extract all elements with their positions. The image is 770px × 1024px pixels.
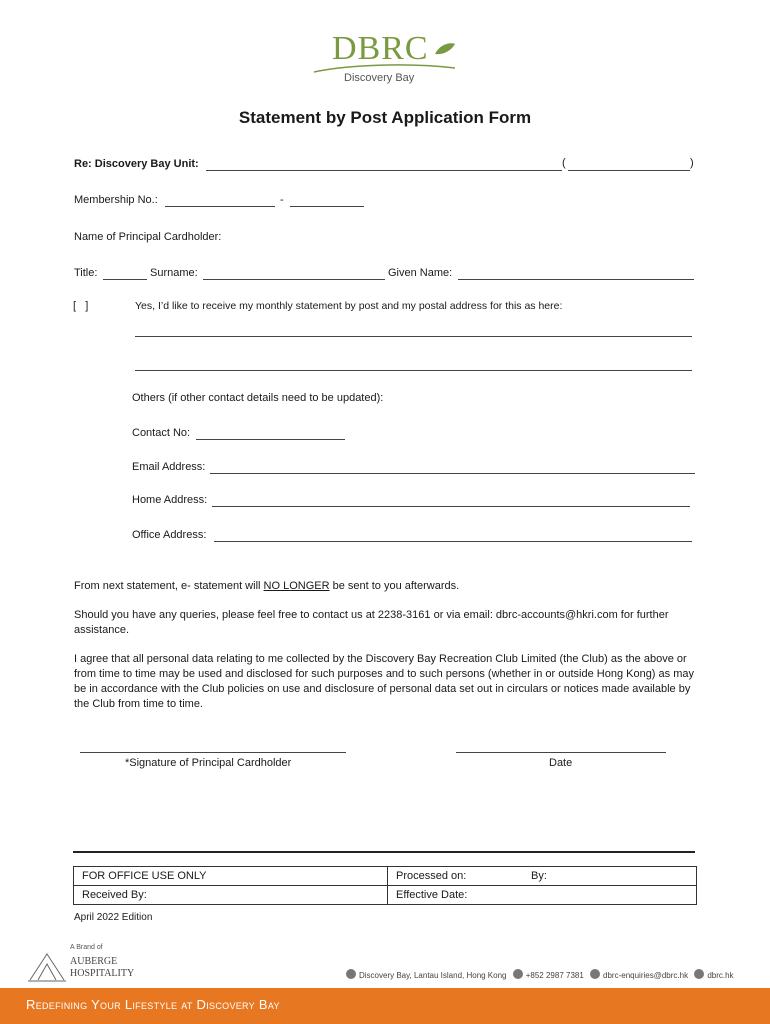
contact-phone: +852 2987 7381 bbox=[525, 971, 584, 980]
queries-paragraph: Should you have any queries, please feel free to contact us at 2238-3161 or via email: dbrc-accounts@hkri.com for further assistance. bbox=[74, 609, 669, 636]
unit-field[interactable] bbox=[206, 170, 562, 171]
title-field[interactable] bbox=[103, 279, 147, 280]
footer-band bbox=[0, 988, 770, 1024]
others-label: Others (if other contact details need to be updated): bbox=[132, 392, 384, 404]
leaf-icon bbox=[434, 42, 456, 56]
brand-line-1: AUBERGE bbox=[70, 956, 118, 967]
logo-text: DBRC bbox=[332, 30, 429, 67]
form-title: Statement by Post Application Form bbox=[238, 108, 532, 127]
footer-tagline: Redefining Your Lifestyle at Discovery Bay bbox=[26, 997, 280, 1012]
title-label: Title: bbox=[74, 267, 98, 279]
received-by-label: Received By: bbox=[74, 886, 388, 905]
contact-no-label: Contact No: bbox=[132, 427, 191, 439]
estatement-notice bbox=[74, 579, 700, 594]
given-name-label: Given Name: bbox=[388, 267, 453, 279]
contact-no-field[interactable] bbox=[196, 439, 345, 440]
home-address-field[interactable] bbox=[212, 506, 690, 507]
signature-label: *Signature of Principal Cardholder bbox=[125, 757, 292, 769]
estatement-pre: From next statement, e- statement will bbox=[74, 580, 264, 592]
membership-dash: - bbox=[280, 194, 284, 206]
membership-field-2[interactable] bbox=[290, 206, 364, 207]
office-address-field[interactable] bbox=[214, 541, 692, 542]
paren-open: ( bbox=[562, 157, 566, 169]
membership-field-1[interactable] bbox=[165, 206, 275, 207]
surname-label: Surname: bbox=[150, 267, 198, 279]
email-label: Email Address: bbox=[132, 461, 206, 473]
contact-web[interactable]: dbrc.hk bbox=[707, 971, 734, 980]
surname-field[interactable] bbox=[203, 279, 385, 280]
edition-label: April 2022 Edition bbox=[74, 912, 153, 923]
unit-extra-field[interactable] bbox=[568, 170, 690, 171]
contact-address: Discovery Bay, Lantau Island, Hong Kong bbox=[359, 971, 507, 980]
contact-email[interactable]: dbrc-enquiries@dbrc.hk bbox=[603, 971, 689, 980]
office-use-table bbox=[73, 866, 697, 905]
date-line[interactable] bbox=[456, 752, 666, 753]
yes-statement-text: Yes, I’d like to receive my monthly statement by post and my postal address for this as here: bbox=[135, 300, 563, 312]
by-label: By: bbox=[531, 870, 547, 882]
processed-on-label: Processed on: bbox=[396, 870, 467, 882]
office-use-rule bbox=[73, 851, 695, 853]
office-use-title: FOR OFFICE USE ONLY bbox=[74, 867, 388, 886]
given-name-field[interactable] bbox=[458, 279, 694, 280]
auberge-brand bbox=[28, 944, 138, 984]
home-address-label: Home Address: bbox=[132, 494, 208, 506]
postal-address-line-2[interactable] bbox=[135, 370, 692, 371]
web-icon bbox=[694, 969, 704, 979]
email-icon bbox=[590, 969, 600, 979]
estatement-emphasis: NO LONGER bbox=[263, 580, 330, 592]
paren-close: ) bbox=[690, 157, 694, 169]
postal-address-line-1[interactable] bbox=[135, 336, 692, 337]
date-label: Date bbox=[549, 757, 573, 769]
logo-subtitle: Discovery Bay bbox=[344, 72, 415, 84]
membership-label: Membership No.: bbox=[74, 194, 158, 206]
principal-label: Name of Principal Cardholder: bbox=[74, 231, 222, 243]
brand-line-2: HOSPITALITY bbox=[70, 968, 135, 979]
postal-checkbox[interactable]: [ ] bbox=[73, 300, 89, 312]
signature-line[interactable] bbox=[80, 752, 346, 753]
phone-icon bbox=[513, 969, 523, 979]
brand-prefix: A Brand of bbox=[70, 944, 103, 951]
office-address-label: Office Address: bbox=[132, 529, 207, 541]
mountain-icon bbox=[28, 950, 66, 982]
location-icon bbox=[346, 969, 356, 979]
effective-date-label: Effective Date: bbox=[388, 886, 697, 905]
email-field[interactable] bbox=[210, 473, 695, 474]
re-unit-label: Re: Discovery Bay Unit: bbox=[74, 158, 199, 170]
consent-paragraph: I agree that all personal data relating to me collected by the Discovery Bay Recreation Club Limited (the Club) as the above or from time to time may be used and disclosed for such purposes and to such persons (whether in or outside Hong Kong) as may be in accordance with the Club policies on use and disclosure of personal data set out in circulars or notices made available by the Club from time to time. bbox=[74, 653, 694, 710]
dbrc-logo bbox=[312, 30, 457, 88]
office-processed-cell bbox=[388, 867, 697, 886]
contact-strip bbox=[346, 969, 734, 980]
estatement-post: be sent to you afterwards. bbox=[329, 580, 460, 592]
